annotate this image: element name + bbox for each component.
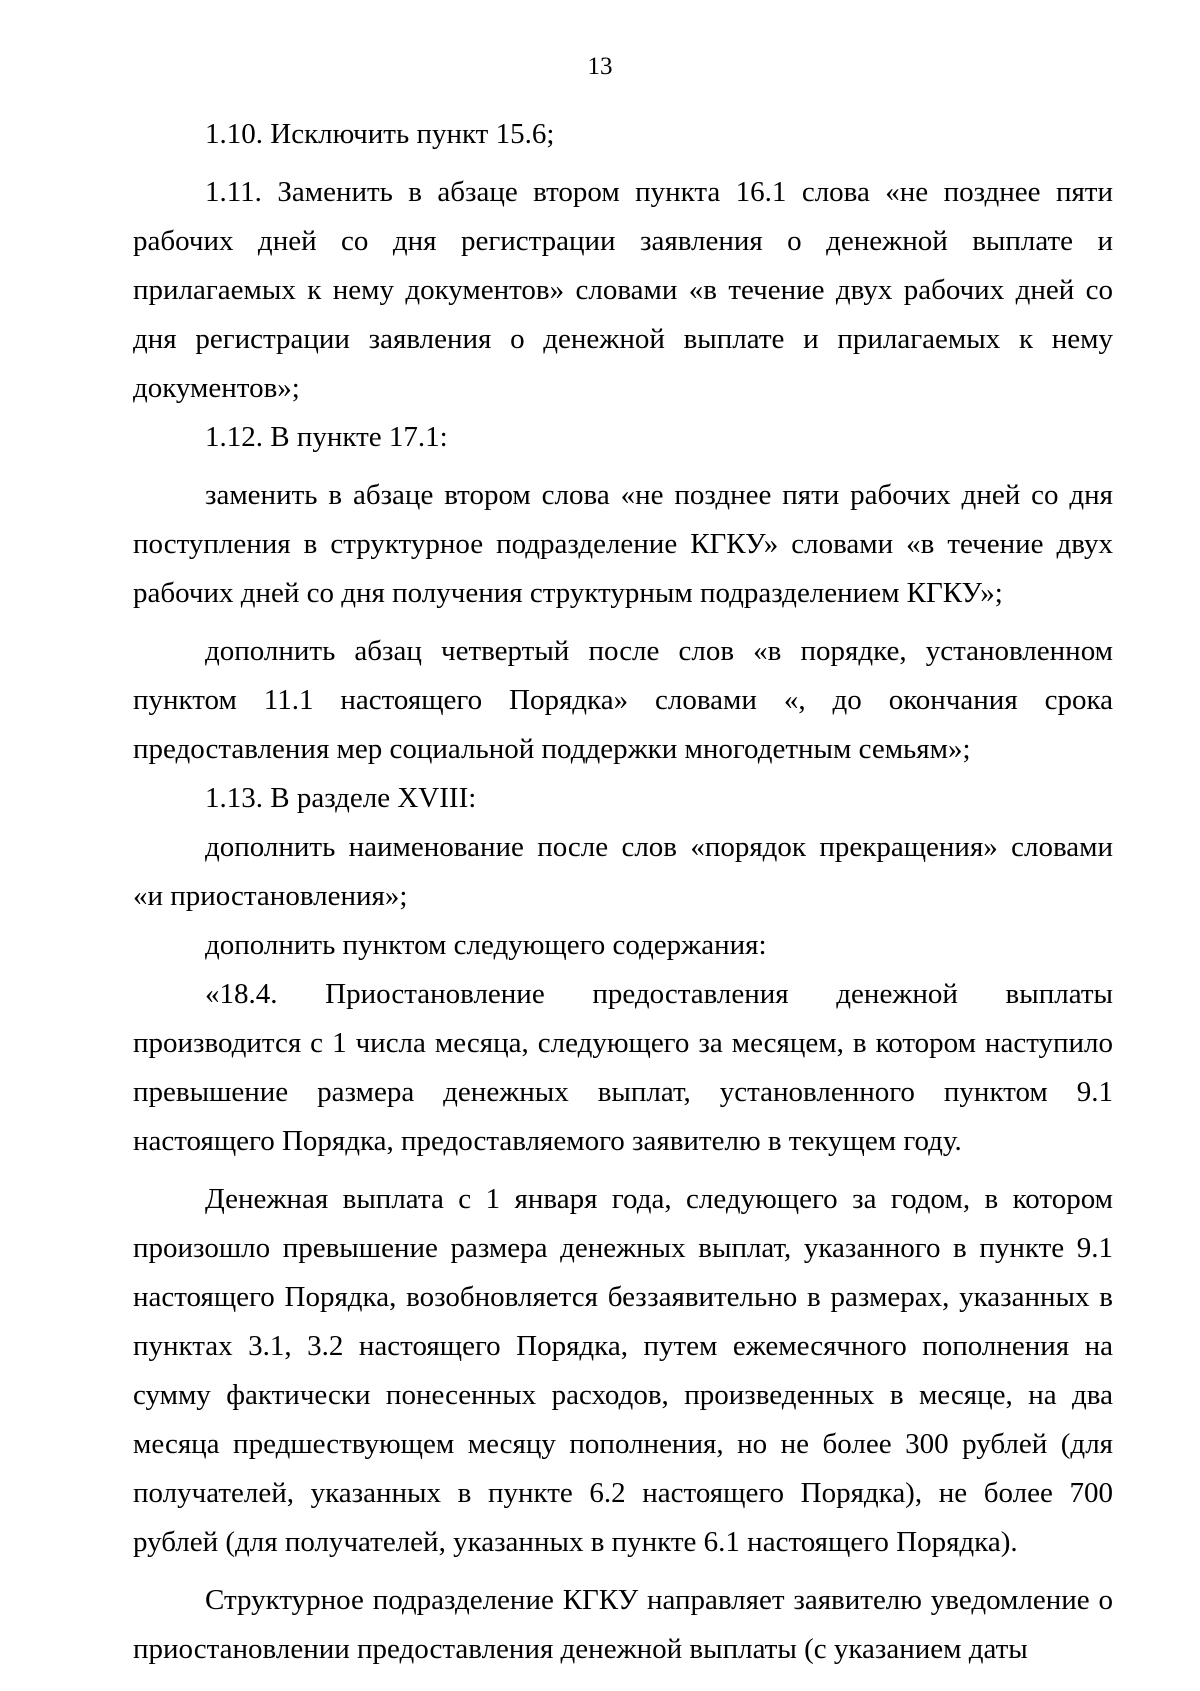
paragraph-add-title: дополнить наименование после слов «порядок прекращения» словами «и приостановления»;: [133, 831, 1113, 912]
paragraph-item-1-13: 1.13. В разделе XVIII:: [205, 782, 477, 814]
paragraph-point-18-4: «18.4. Приостановление предоставления денежной выплаты производится с 1 числа месяца, следующего за месяцем, в котором наступило превышение размера денежных выплат, установленного пунктом 9.1 настоящего Порядка, предоставляемого заявителю в текущем году.: [133, 978, 1113, 1157]
paragraph-notification: Структурное подразделение КГКУ направляет заявителю уведомление о приостановлении предоставления денежной выплаты (с указанием даты: [133, 1584, 1113, 1665]
page-number: 13: [587, 53, 613, 80]
paragraph-add-point-intro: дополнить пунктом следующего содержания:: [205, 929, 767, 961]
document-body: [133, 110, 1113, 1674]
paragraph-replace-abzac-2: заменить в абзаце втором слова «не позднее пяти рабочих дней со дня поступления в структурное подразделение КГКУ» словами «в течение двух рабочих дней со дня получения структурным подразделением КГКУ»;: [133, 479, 1113, 609]
paragraph-add-abzac-4: дополнить абзац четвертый после слов «в порядке, установленном пунктом 11.1 настоящего Порядка» словами «, до окончания срока предоставления мер социальной поддержки многодетным семьям»;: [133, 635, 1113, 765]
paragraph-item-1-10: 1.10. Исключить пункт 15.6;: [205, 118, 555, 150]
paragraph-item-1-12: 1.12. В пункте 17.1:: [205, 421, 448, 453]
paragraph-item-1-11: 1.11. Заменить в абзаце втором пункта 16.1 слова «не позднее пяти рабочих дней со дня регистрации заявления о денежной выплате и прилагаемых к нему документов» словами «в течение двух рабочих дней со дня регистрации заявления о денежной выплате и прилагаемых к нему документов»;: [133, 176, 1113, 404]
paragraph-resumption: Денежная выплата с 1 января года, следующего за годом, в котором произошло превышение размера денежных выплат, указанного в пункте 9.1 настоящего Порядка, возобновляется беззаявительно в размерах, указанных в пунктах 3.1, 3.2 настоящего Порядка, путем ежемесячного пополнения на сумму фактически понесенных расходов, произведенных в месяце, на два месяца предшествующем месяцу пополнения, но не более 300 рублей (для получателей, указанных в пункте 6.2 настоящего Порядка), не более 700 рублей (для получателей, указанных в пункте 6.1 настоящего Порядка).: [133, 1183, 1113, 1558]
